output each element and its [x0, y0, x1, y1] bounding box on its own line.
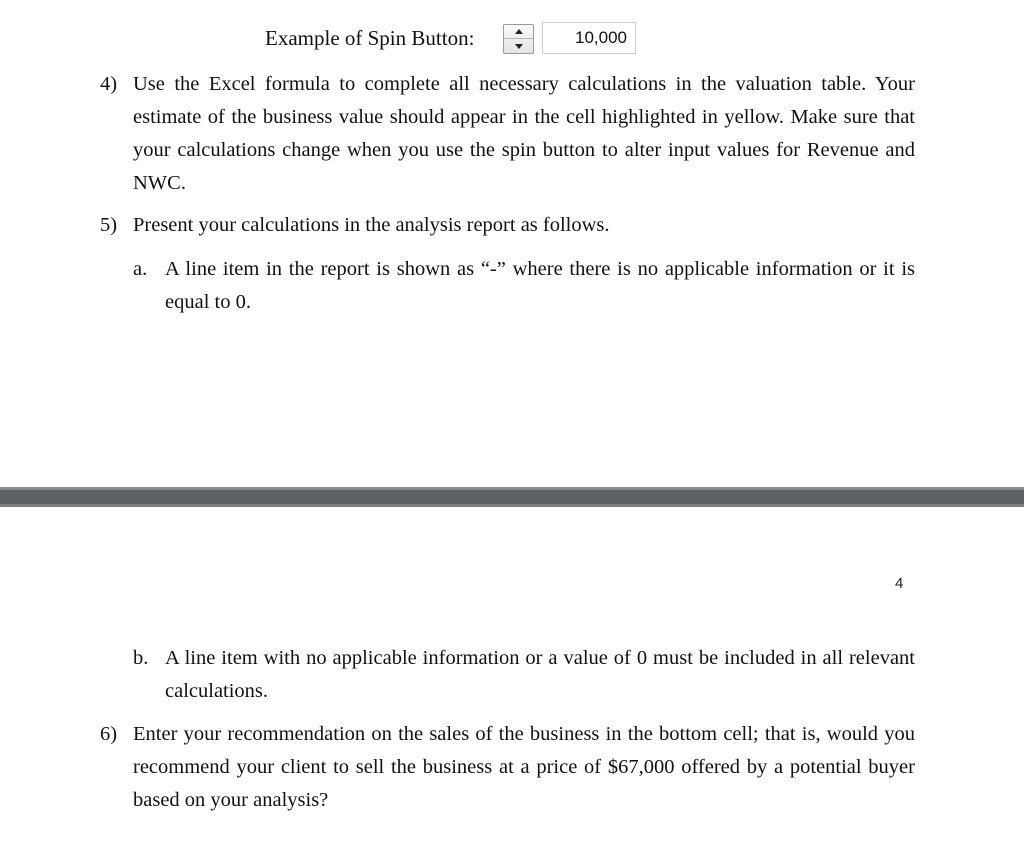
spin-down-arrow-icon[interactable] — [504, 39, 533, 53]
spin-button-example — [265, 24, 627, 52]
item-5b-text: A line item with no applicable information or a value of 0 must be included in all relevant calculations. — [165, 647, 915, 702]
item-4-number: 4) — [100, 73, 118, 95]
spin-value-cell: 10,000 — [542, 22, 636, 54]
spin-up-arrow-icon[interactable] — [504, 25, 533, 39]
item-5-number: 5) — [100, 214, 118, 236]
page-separator — [0, 487, 1024, 507]
item-6-number: 6) — [100, 723, 118, 745]
spin-button[interactable] — [503, 24, 534, 54]
spin-example-label: Example of Spin Button: — [265, 26, 475, 50]
page-number: 4 — [895, 575, 904, 592]
item-5-text: Present your calculations in the analysis report as follows. — [133, 214, 610, 236]
item-5b-letter: b. — [133, 647, 149, 669]
item-5a-letter: a. — [133, 258, 148, 280]
item-6-text: Enter your recommendation on the sales of the business in the bottom cell; that is, would you recommend your client to sell the business at a price of $67,000 offered by a potential buyer based on your analysis? — [133, 723, 915, 811]
item-4-text: Use the Excel formula to complete all necessary calculations in the valuation table. Your estimate of the business value should appear in the cell highlighted in yellow. Make sure that your calculations change when you use the spin button to alter input values for Revenue and NWC. — [133, 73, 915, 194]
item-5a-text: A line item in the report is shown as “-” where there is no applicable information or it is equal to 0. — [165, 258, 915, 313]
